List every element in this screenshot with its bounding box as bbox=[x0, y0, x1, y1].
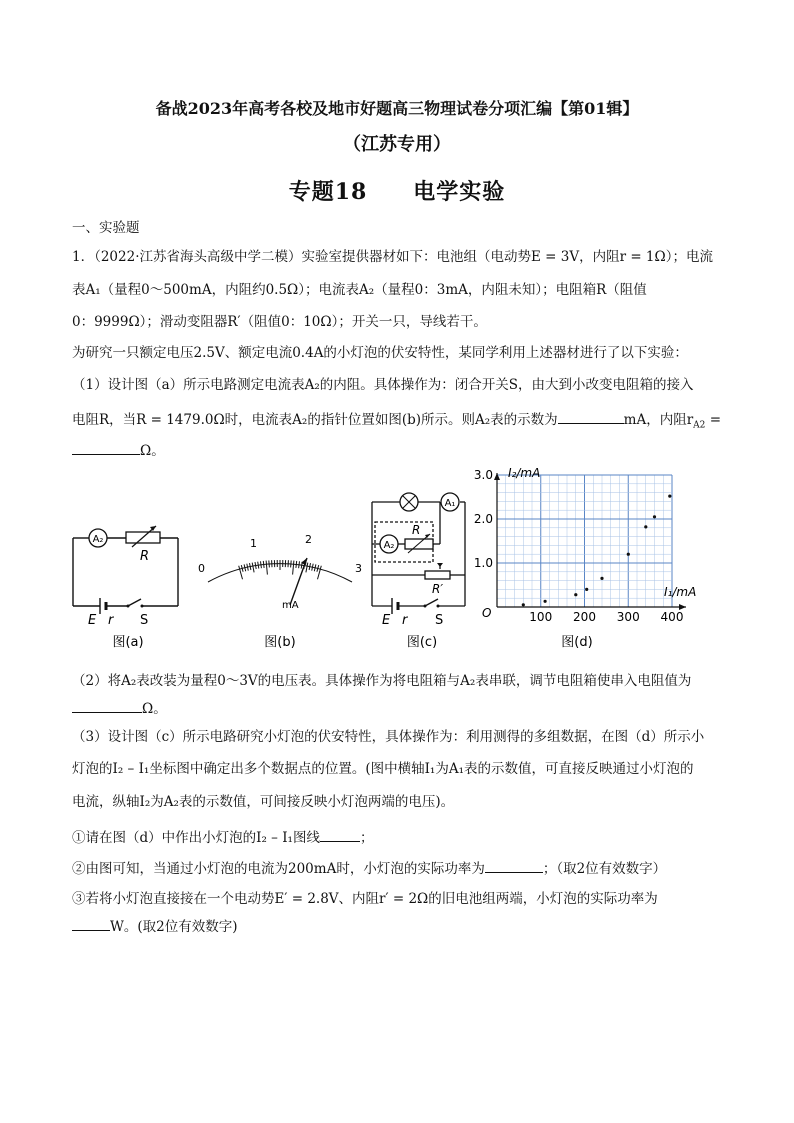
doc-title: 备战2023年高考各校及地市好题高三物理试卷分项汇编【第01辑】 bbox=[155, 99, 639, 118]
rheostat-symbol bbox=[425, 571, 450, 579]
subq1-line bbox=[72, 827, 724, 848]
q1-line6 bbox=[72, 409, 724, 436]
caption-a: 图(a) bbox=[112, 635, 144, 650]
answer-blank-graph[interactable] bbox=[320, 827, 360, 842]
data-point bbox=[574, 593, 577, 596]
part3-line2: 灯泡的I₂ – I₁坐标图中确定出多个数据点的位置。(图中横轴I₁为A₁表的示数值，可直接反映通过小灯泡的 bbox=[72, 761, 694, 777]
data-point bbox=[585, 588, 588, 591]
chart-xlabel: I₁/mA bbox=[664, 585, 697, 599]
answer-blank-power2[interactable] bbox=[72, 916, 110, 931]
caption-b: 图(b) bbox=[264, 635, 296, 650]
topic-title: 专题18 电学实验 bbox=[288, 179, 506, 205]
subq3-line: ③若将小灯泡直接接在一个电动势E′ = 2.8V、内阻r′ = 2Ω的旧电池组两端，小灯泡的实际功率为 bbox=[72, 891, 658, 907]
switch-label: S bbox=[140, 613, 149, 628]
chart-ylabel: I₂/mA bbox=[508, 466, 541, 480]
y-tick-label: 1.0 bbox=[473, 556, 493, 570]
x-tick-label: 100 bbox=[529, 610, 553, 624]
dial-tick-mark bbox=[266, 561, 267, 575]
figure-d-chart bbox=[472, 465, 722, 655]
subq3-line2 bbox=[72, 916, 724, 937]
q1-line1: 1．（2022·江苏省海头高级中学二模）实验室提供器材如下：电池组（电动势E = 3V，内阻r = 1Ω）；电流 bbox=[72, 249, 713, 265]
q1-line3: 0：9999Ω）；滑动变阻器R′（阻值0：10Ω）；开关一只，导线若干。 bbox=[72, 314, 487, 330]
ammeter-a1-label: A₁ bbox=[444, 498, 456, 509]
emf-label: E bbox=[88, 613, 97, 628]
dial-unit: mA bbox=[282, 600, 299, 611]
dial-tick-mark bbox=[306, 563, 308, 573]
part2-line2 bbox=[72, 698, 724, 719]
q1-line7 bbox=[72, 440, 724, 461]
subq3-end: W。(取2位有效数字) bbox=[110, 919, 238, 935]
data-point bbox=[653, 515, 656, 518]
q1-line6-eq: = bbox=[705, 412, 722, 428]
internal-r-label-c: r bbox=[402, 613, 408, 628]
answer-blank-resistance[interactable] bbox=[72, 440, 140, 455]
answer-blank-power[interactable] bbox=[485, 858, 543, 873]
q1-line7-unit: Ω。 bbox=[140, 443, 165, 459]
dial-tick-1: 1 bbox=[250, 537, 257, 550]
x-tick-label: 300 bbox=[616, 610, 640, 624]
q1-line6-unit: mA，内阻r bbox=[623, 412, 694, 428]
caption-d: 图(d) bbox=[561, 635, 593, 650]
caption-c: 图(c) bbox=[406, 635, 438, 650]
subq2-line bbox=[72, 858, 724, 879]
q1-line6-text: 电阻R，当R = 1479.0Ω时，电流表A₂的指针位置如图(b)所示。则A₂表的示数为 bbox=[72, 412, 558, 428]
q1-line2: 表A₁（量程0～500mA，内阻约0.5Ω）；电流表A₂（量程0：3mA，内阻未知）；电阻箱R（阻值 bbox=[72, 282, 647, 298]
subq2-text: ②由图可知，当通过小灯泡的电流为200mA时，小灯泡的实际功率为 bbox=[72, 861, 485, 877]
dial-tick-mark bbox=[293, 561, 294, 575]
data-point bbox=[544, 600, 547, 603]
part3-line1: （3）设计图（c）所示电路研究小灯泡的伏安特性，具体操作为：利用测得的多组数据，在图（d）所示小 bbox=[72, 729, 705, 745]
x-tick-label: 200 bbox=[573, 610, 596, 624]
dial-tick-2: 2 bbox=[305, 533, 312, 546]
data-point bbox=[644, 525, 647, 528]
figure-b bbox=[190, 520, 370, 650]
q1-line4: 为研究一只额定电压2.5V、额定电流0.4A的小灯泡的伏安特性，某同学利用上述器材进行了以下实验： bbox=[72, 345, 688, 361]
y-tick-label: 3.0 bbox=[473, 468, 493, 482]
data-point bbox=[600, 577, 603, 580]
q1-line5: （1）设计图（a）所示电路测定电流表A₂的内阻。具体操作为：闭合开关S，由大到小改变电阻箱的接入 bbox=[72, 377, 694, 393]
resistor-label: R bbox=[140, 549, 150, 564]
chart-origin: O bbox=[482, 606, 492, 620]
y-tick-label: 2.0 bbox=[473, 512, 493, 526]
rheostat-label: R′ bbox=[432, 582, 444, 596]
q1-line6-sub: A2 bbox=[693, 420, 706, 431]
switch-label-c: S bbox=[435, 613, 444, 628]
section-heading: 一、实验题 bbox=[72, 220, 140, 236]
ammeter-a2-label-c: A₂ bbox=[383, 540, 395, 551]
part2-unit: Ω。 bbox=[142, 701, 167, 717]
resistor-label-c: R bbox=[412, 523, 421, 537]
figure-c bbox=[360, 482, 490, 652]
figure-a bbox=[68, 520, 188, 650]
answer-blank-series-resistance[interactable] bbox=[72, 698, 142, 713]
internal-r-label: r bbox=[108, 613, 114, 628]
data-point bbox=[627, 553, 630, 556]
data-point bbox=[522, 603, 525, 606]
data-point bbox=[668, 495, 671, 498]
emf-label-c: E bbox=[382, 613, 391, 628]
part3-line3: 电流，纵轴I₂为A₂表的示数值，可间接反映小灯泡两端的电压)。 bbox=[72, 794, 455, 810]
x-tick-label: 400 bbox=[660, 610, 684, 624]
subq1-text: ①请在图（d）中作出小灯泡的I₂ – I₁图线 bbox=[72, 830, 320, 846]
part2-line1: （2）将A₂表改装为量程0～3V的电压表。具体操作为将电阻箱与A₂表串联，调节电阻箱使串入电阻值为 bbox=[72, 673, 692, 689]
answer-blank-reading[interactable] bbox=[558, 409, 624, 424]
subq1-end: ； bbox=[359, 830, 374, 846]
doc-subtitle: （江苏专用） bbox=[343, 134, 451, 155]
dial-tick-0: 0 bbox=[198, 562, 205, 575]
ammeter-a2-label: A₂ bbox=[92, 534, 104, 545]
dial-tick-3: 3 bbox=[355, 562, 362, 575]
dial-tick-mark bbox=[252, 563, 254, 573]
subq2-end: ；（取2位有效数字） bbox=[542, 861, 667, 877]
